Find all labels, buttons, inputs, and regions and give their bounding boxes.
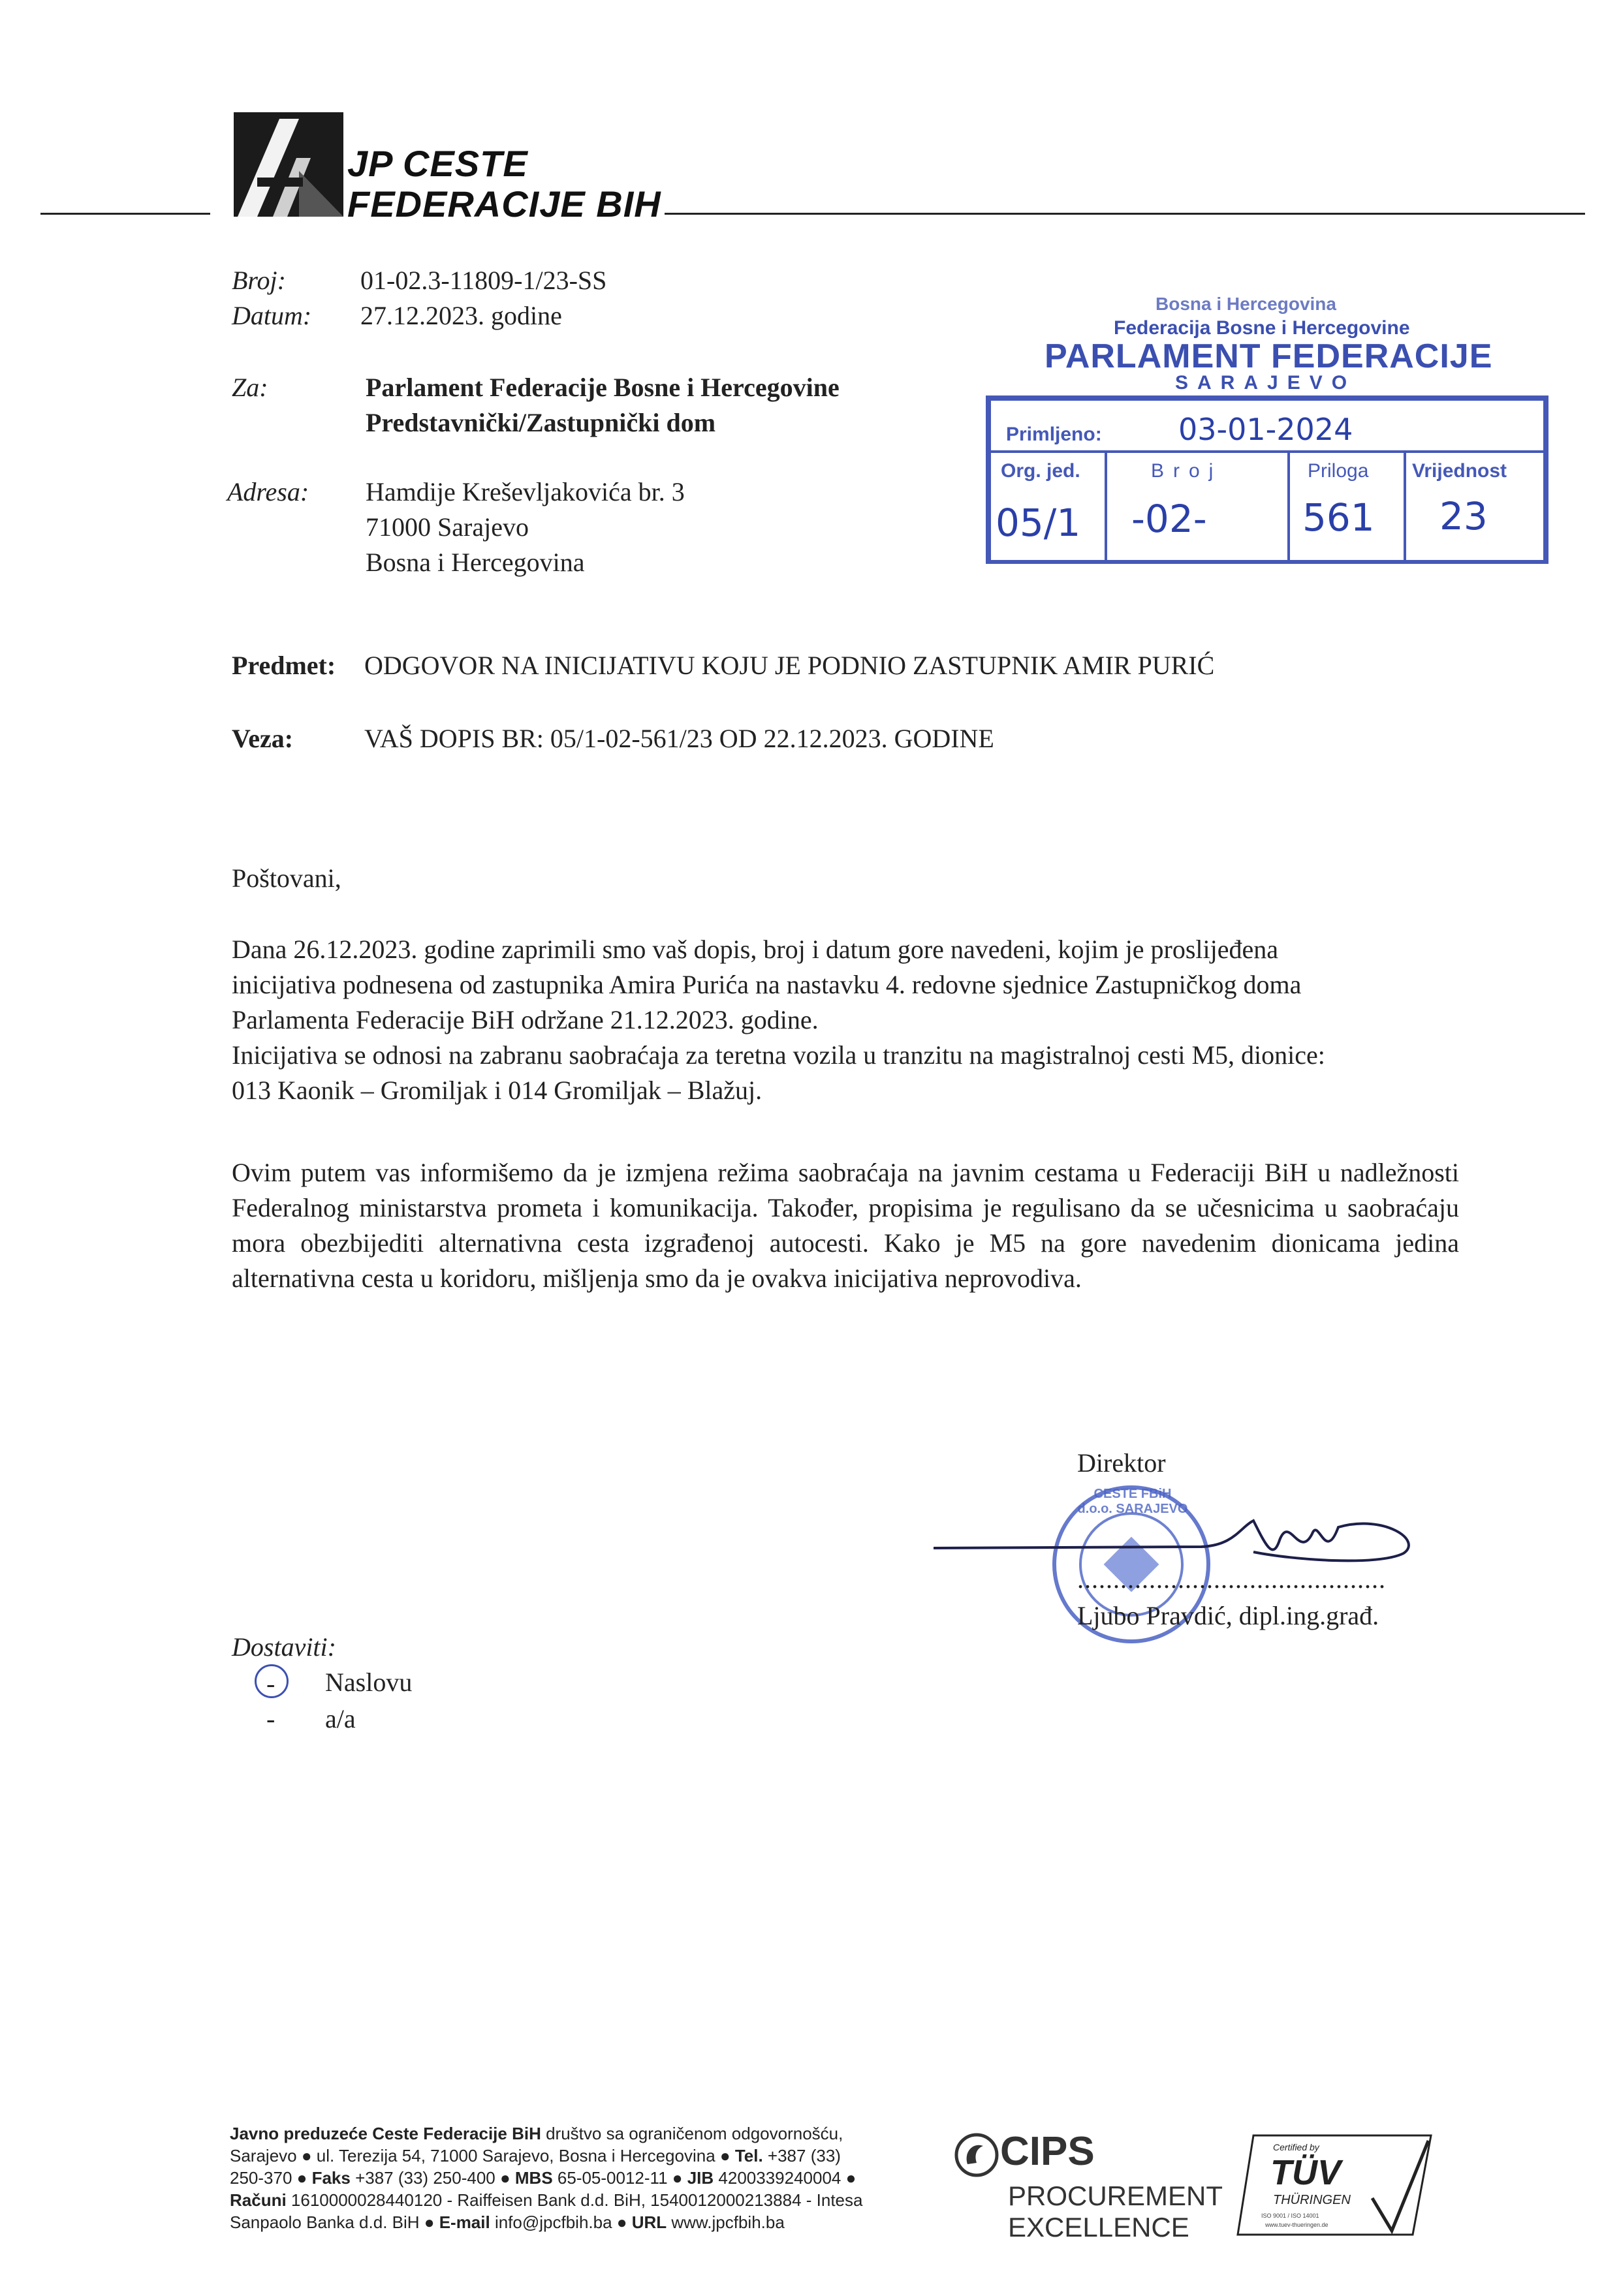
broj-value: 01-02.3-11809-1/23-SS xyxy=(360,266,607,295)
footer-racuni-value: 1610000028440120 - Raiffeisen Bank d.d. BiH, 1540012000213884 - Intesa xyxy=(286,2190,863,2210)
stamp-vrijednost-label: Vrijednost xyxy=(1412,460,1507,482)
header-rule-left xyxy=(40,213,210,215)
footer-faks-label: Faks xyxy=(311,2168,351,2188)
stamp-primljeno-label: Primljeno: xyxy=(1006,424,1102,445)
distribution-item1: Naslovu xyxy=(325,1668,413,1697)
company-name xyxy=(347,144,661,225)
company-name-line1: JP CESTE xyxy=(347,143,528,184)
distribution-item1-bullet: - xyxy=(266,1669,275,1698)
seal-text: CESTE FBiH d.o.o. SARAJEVO xyxy=(1077,1487,1188,1516)
stamp-broj-value: -02- xyxy=(1131,497,1207,541)
signature-name: Ljubo Pravdić, dipl.ing.građ. xyxy=(1077,1601,1379,1630)
footer-email-value: info@jpcfbih.ba ● xyxy=(490,2212,632,2232)
distribution-item2: a/a xyxy=(325,1704,356,1733)
footer-company-name: Javno preduzeće Ceste Federacije BiH xyxy=(230,2124,541,2143)
distribution-label: Dostaviti: xyxy=(232,1632,336,1662)
footer-jib-value: 4200339240004 ● xyxy=(714,2168,857,2188)
paragraph-2-text: Ovim putem vas informišemo da je izmjena režima saobraćaja na javnim cestama u Federaciji BiH u nadležnosti Federalnog ministarstva prometa i komunikacija. Također, propisima je regulisano da se učesnicima u saobraćaju mora obezbijediti alternativna cesta izgrađenoj autocesti. Kako je M5 na gore navedenim dionicama jedina alternativna cesta u koridoru, mišljenja smo da je ovakva inicijativa neprovodiva. xyxy=(232,1158,1459,1293)
footer-address: Sarajevo ● ul. Terezija 54, 71000 Sarajevo, Bosna i Hercegovina ● xyxy=(230,2146,735,2165)
datum-label: Datum: xyxy=(232,301,312,330)
cips-line1: PROCUREMENT xyxy=(1008,2180,1223,2211)
footer-line2 xyxy=(230,2145,935,2167)
stamp-org-label: Org. jed. xyxy=(1001,460,1080,482)
tuv-region: THÜRINGEN xyxy=(1273,2193,1351,2207)
footer-bank-cont: Sanpaolo Banka d.d. BiH ● xyxy=(230,2212,439,2232)
tuv-small: ISO 9001 / ISO 14001 xyxy=(1261,2212,1319,2219)
stamp-priloga-label: Priloga xyxy=(1308,460,1369,482)
stamp-priloga-value: 561 xyxy=(1302,495,1375,540)
footer-racuni-label: Računi xyxy=(230,2190,287,2210)
adresa-line1: Hamdije Kreševljakovića br. 3 xyxy=(366,477,685,506)
footer-url-value: www.jpcfbih.ba xyxy=(667,2212,785,2232)
distribution-item2-bullet: - xyxy=(266,1704,275,1733)
footer-line1 xyxy=(230,2122,935,2145)
footer-company-type: društvo sa ograničenom odgovornošću, xyxy=(541,2124,843,2143)
predmet-value: ODGOVOR NA INICIJATIVU KOJU JE PODNIO ZASTUPNIK AMIR PURIĆ xyxy=(364,651,1215,680)
stamp-primljeno-value: 03-01-2024 xyxy=(1178,412,1353,447)
signature-dots: ........................................... xyxy=(1077,1564,1386,1594)
predmet-label: Predmet: xyxy=(232,651,336,680)
footer-url-label: URL xyxy=(631,2212,667,2232)
stamp-line3: PARLAMENT FEDERACIJE xyxy=(1045,337,1493,375)
footer-line4 xyxy=(230,2189,935,2211)
stamp-line1: Bosna i Hercegovina xyxy=(1155,294,1336,314)
paragraph-1-line2: inicijativa podnesena od zastupnika Amira Purića na nastavku 4. redovne sjednice Zastupničkog doma xyxy=(232,970,1302,999)
cips-name: CIPS xyxy=(1000,2129,1095,2174)
tuv-name: TÜV xyxy=(1270,2153,1341,2192)
za-line2: Predstavnički/Zastupnički dom xyxy=(366,408,716,437)
paragraph-1 xyxy=(232,932,1459,1108)
veza-label: Veza: xyxy=(232,724,294,753)
stamp-line4: SARAJEVO xyxy=(1175,372,1357,394)
broj-label: Broj: xyxy=(232,266,286,295)
cips-emblem-icon xyxy=(954,2133,999,2177)
tuv-certified: Certified by xyxy=(1273,2142,1319,2152)
cips-line2: EXCELLENCE xyxy=(1008,2212,1189,2242)
adresa-label: Adresa: xyxy=(227,477,309,506)
tuv-url: www.tuev-thueringen.de xyxy=(1265,2222,1328,2228)
paragraph-1-line5: 013 Kaonik – Gromiljak i 014 Gromiljak – Blažuj. xyxy=(232,1076,762,1105)
footer-line5 xyxy=(230,2211,935,2233)
footer-tel-value: +387 (33) xyxy=(762,2146,841,2165)
footer-company-info xyxy=(230,2122,935,2233)
signature-title: Direktor xyxy=(1077,1448,1166,1478)
footer-mbs-label: MBS xyxy=(514,2168,553,2188)
footer-line3 xyxy=(230,2167,935,2189)
stamp-vrijednost-value: 23 xyxy=(1439,494,1488,538)
footer-mbs-value: 65-05-0012-11 ● xyxy=(552,2168,687,2188)
za-line1: Parlament Federacije Bosne i Hercegovine xyxy=(366,373,840,402)
za-label: Za: xyxy=(232,373,268,402)
stamp-org-value: 05/1 xyxy=(996,501,1081,545)
company-name-line2: FEDERACIJE BIH xyxy=(347,183,661,225)
paragraph-2 xyxy=(232,1155,1459,1296)
veza-value: VAŠ DOPIS BR: 05/1-02-561/23 OD 22.12.2023. GODINE xyxy=(364,724,994,753)
stamp-table xyxy=(986,396,1548,564)
stamp-line2: Federacija Bosne i Hercegovine xyxy=(1114,317,1410,339)
footer-faks-value: +387 (33) 250-400 ● xyxy=(350,2168,515,2188)
datum-value: 27.12.2023. godine xyxy=(360,301,562,330)
stamp-broj-label: Broj xyxy=(1151,460,1223,482)
adresa-line2: 71000 Sarajevo xyxy=(366,512,529,542)
company-logo-icon xyxy=(234,112,343,217)
greeting: Poštovani, xyxy=(232,863,341,893)
paragraph-1-line3: Parlamenta Federacije BiH održane 21.12.2023. godine. xyxy=(232,1005,819,1034)
footer-tel-label: Tel. xyxy=(734,2146,763,2165)
adresa-line3: Bosna i Hercegovina xyxy=(366,548,585,577)
footer-jib-label: JIB xyxy=(687,2168,714,2188)
header-rule-right xyxy=(665,213,1585,215)
footer-tel-cont: 250-370 ● xyxy=(230,2168,312,2188)
footer-email-label: E-mail xyxy=(439,2212,490,2232)
paragraph-1-line4: Inicijativa se odnosi na zabranu saobraćaja za teretna vozila u tranzitu na magistralnoj cesti M5, dionice: xyxy=(232,1040,1325,1070)
paragraph-1-line1: Dana 26.12.2023. godine zaprimili smo vaš dopis, broj i datum gore navedeni, kojim je proslijeđena xyxy=(232,935,1279,964)
